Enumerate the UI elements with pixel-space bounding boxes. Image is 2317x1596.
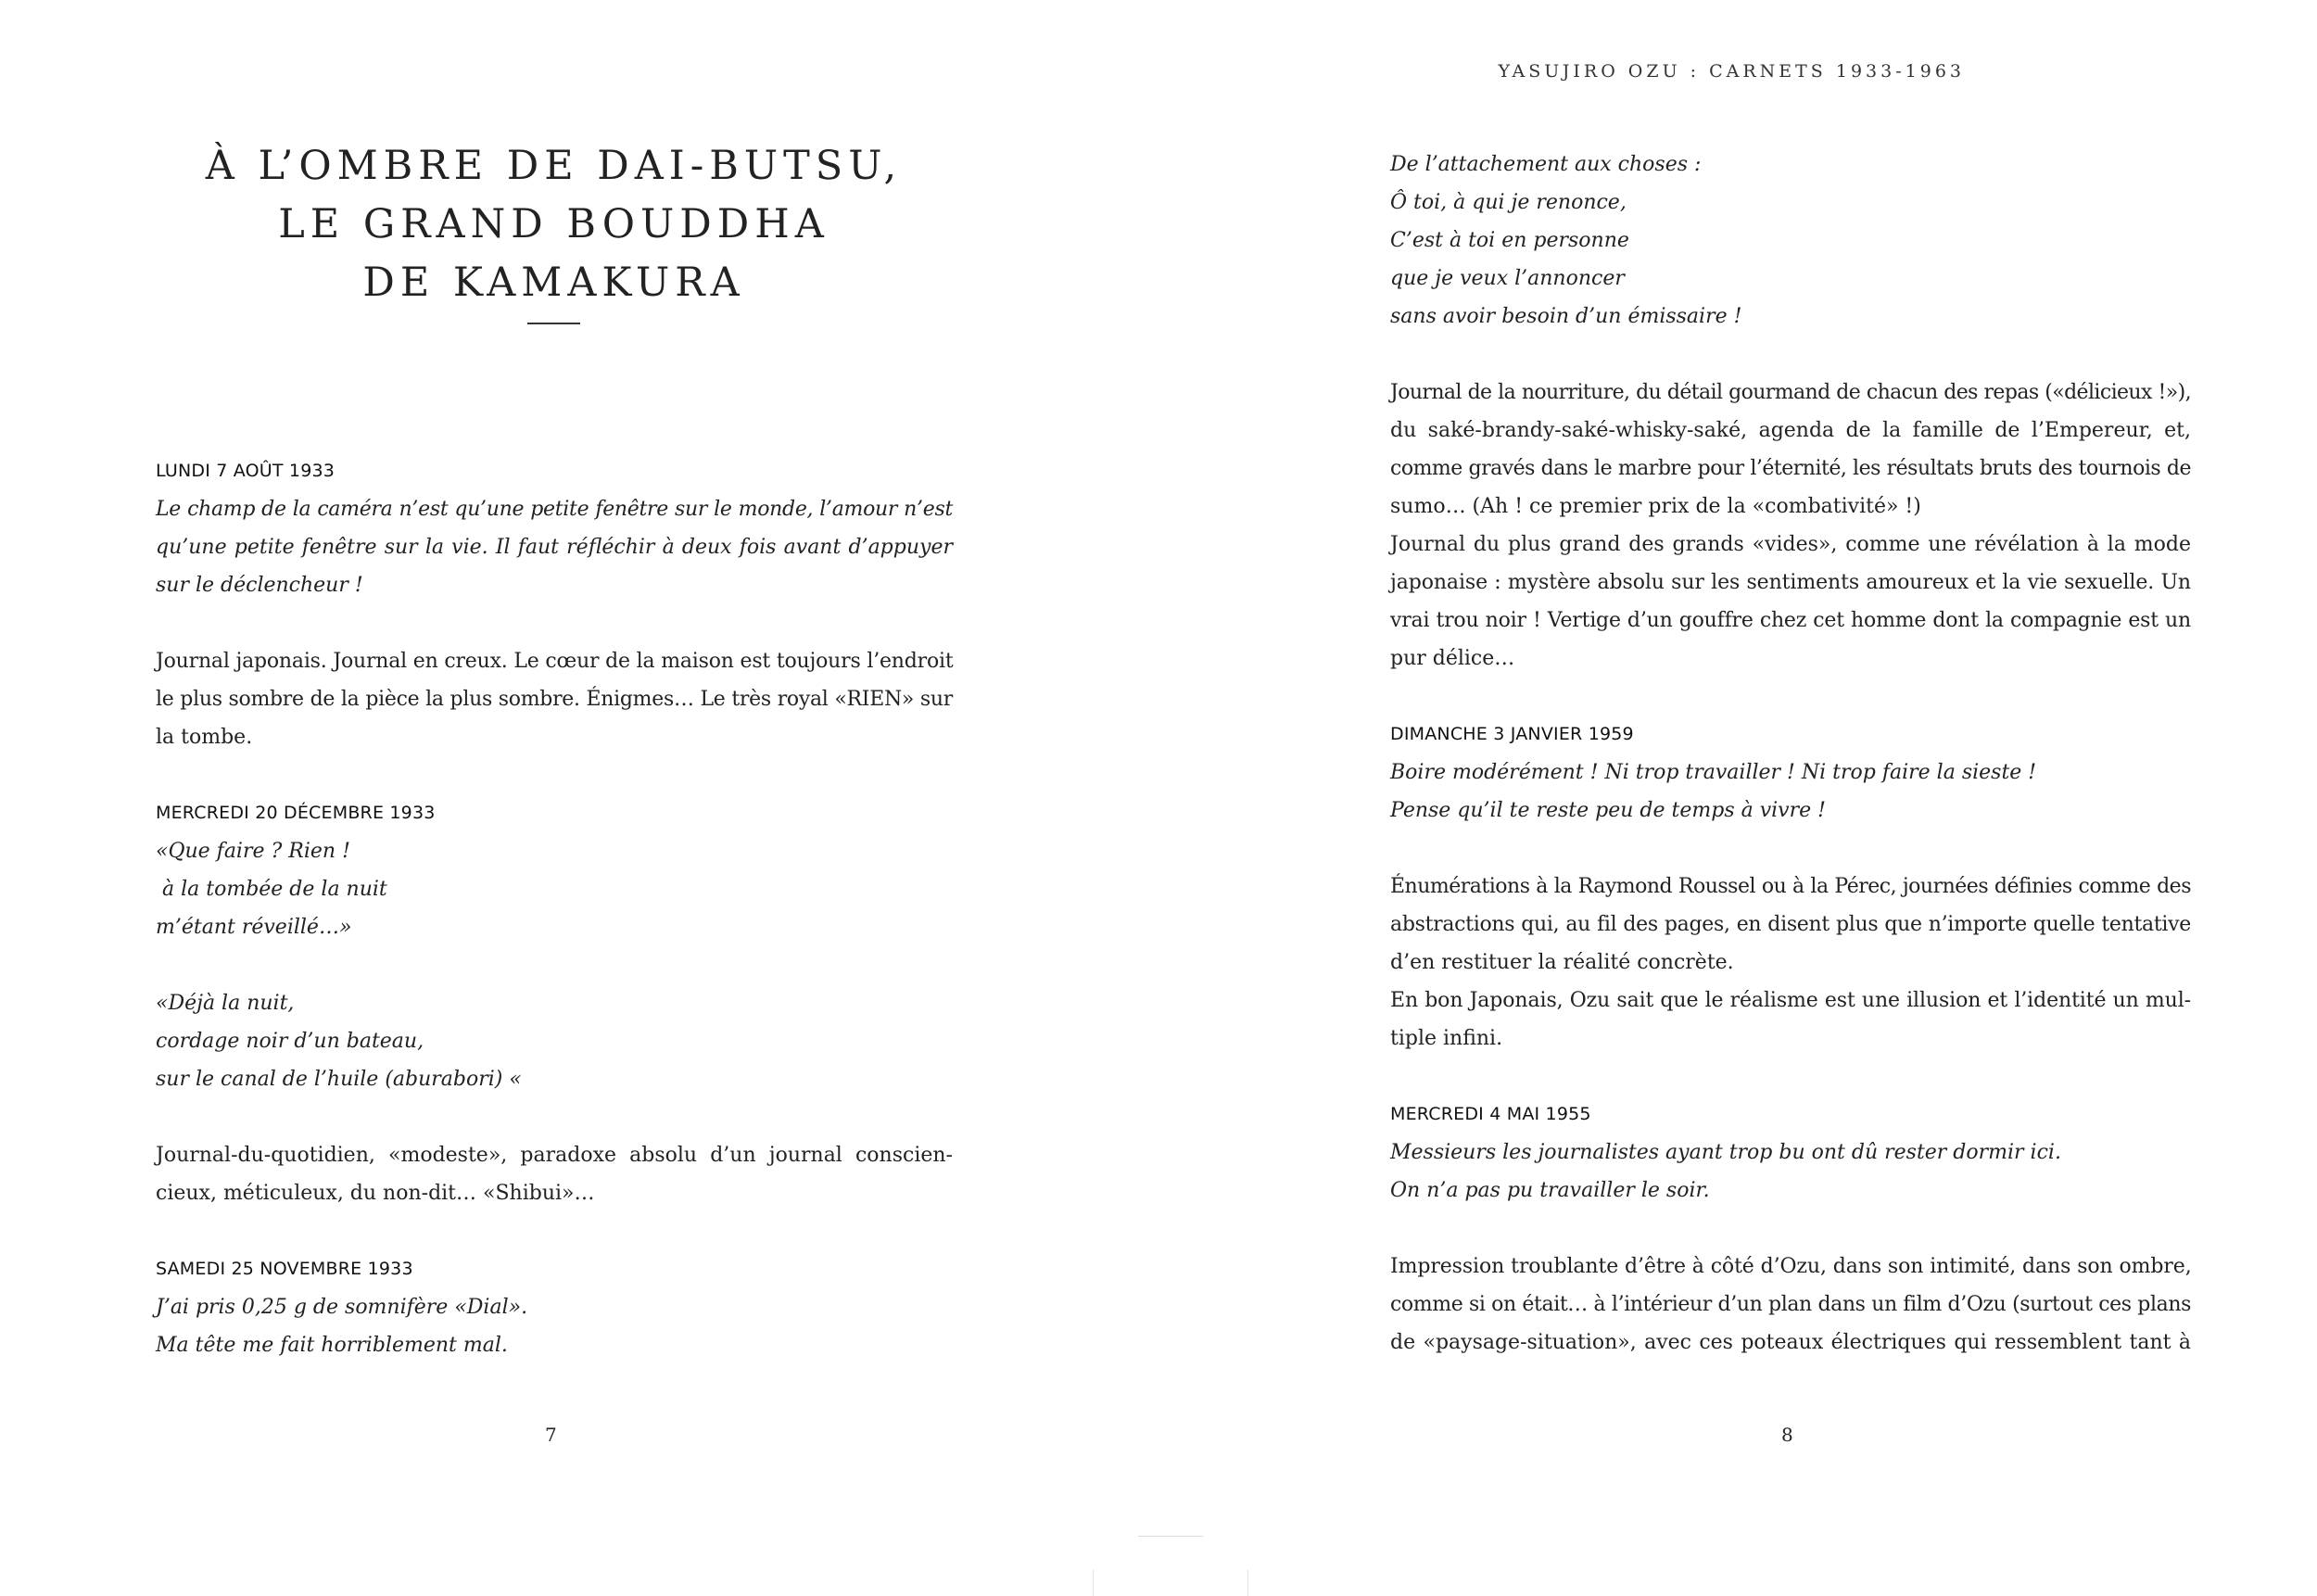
gutter-edge-tick <box>1093 1570 1094 1596</box>
diary-quote-line: qu’une petite fenêtre sur la vie. Il faut réfléchir à deux fois avant d’appuyer <box>156 536 953 559</box>
poem-line: De l’attachement aux choses : <box>1390 153 1702 176</box>
chapter-title-line: LE GRAND BOUDDHA <box>278 201 829 247</box>
diary-quote-line: Pense qu’il te reste peu de temps à vivre ! <box>1390 799 1826 822</box>
commentary-line: tiple infini. <box>1390 1027 1503 1050</box>
commentary-line: Journal japonais. Journal en creux. Le cœur de la maison est toujours l’endroit <box>156 650 954 673</box>
poem-line: sans avoir besoin d’un émissaire ! <box>1390 305 1742 328</box>
diary-quote-line: Ma tête me fait horriblement mal. <box>156 1334 508 1357</box>
entry-date: LUNDI 7 AOÛT 1933 <box>156 461 336 481</box>
commentary-line: Journal-du-quotidien, «modeste», paradoxe absolu d’un journal conscien- <box>156 1144 953 1167</box>
commentary-line: d’en restituer la réalité concrète. <box>1390 951 1734 974</box>
poem-line: que je veux l’annoncer <box>1390 267 1625 290</box>
diary-quote-line: J’ai pris 0,25 g de somnifère «Dial». <box>156 1296 528 1319</box>
commentary-line: abstractions qui, au fil des pages, en disent plus que n’importe quelle tentative <box>1390 913 2191 936</box>
commentary-line: comme gravés dans le marbre pour l’éternité, les résultats bruts des tournois de <box>1390 457 2191 480</box>
diary-quote-line: Boire modérément ! Ni trop travailler ! Ni trop faire la sieste ! <box>1390 761 2037 784</box>
chapter-title <box>158 137 950 312</box>
title-divider <box>527 323 580 324</box>
left-text-column <box>156 452 953 1364</box>
commentary-line: En bon Japonais, Ozu sait que le réalisme est une illusion et l’identité un mul- <box>1390 989 2191 1012</box>
page-number: 8 <box>1781 1424 1793 1446</box>
entry-date: DIMANCHE 3 JANVIER 1959 <box>1390 724 1634 744</box>
commentary-line: Journal du plus grand des grands «vides», comme une révélation à la mode <box>1390 533 2191 556</box>
poem-line: cordage noir d’un bateau, <box>156 1030 424 1053</box>
diary-quote-line: sur le déclencheur ! <box>156 574 363 597</box>
commentary-line: Énumérations à la Raymond Roussel ou à la Pérec, journées définies comme des <box>1390 875 2191 898</box>
commentary-line: sumo… (Ah ! ce premier prix de la «combativité» !) <box>1390 495 1921 518</box>
commentary-line: japonaise : mystère absolu sur les sentiments amoureux et la vie sexuelle. Un <box>1390 571 2191 594</box>
commentary-line: la tombe. <box>156 726 253 749</box>
entry-date: MERCREDI 4 MAI 1955 <box>1390 1104 1591 1124</box>
diary-quote-line: Le champ de la caméra n’est qu’une petite fenêtre sur le monde, l’amour n’est <box>156 498 953 521</box>
left-page <box>0 0 1158 1596</box>
poem-line: «Déjà la nuit, <box>156 992 295 1015</box>
chapter-title-line: DE KAMAKURA <box>362 260 745 306</box>
poem-line: «Que faire ? Rien ! <box>156 840 350 863</box>
page-number: 7 <box>545 1424 557 1446</box>
entry-date: MERCREDI 20 DÉCEMBRE 1933 <box>156 803 436 823</box>
commentary-line: le plus sombre de la pièce la plus sombre. Énigmes… Le très royal «RIEN» sur <box>156 688 953 711</box>
commentary-line: vrai trou noir ! Vertige d’un gouffre chez cet homme dont la compagnie est un <box>1390 609 2191 632</box>
chapter-title-line: À L’OMBRE DE DAI-BUTSU, <box>205 143 903 189</box>
running-head: YASUJIRO OZU : CARNETS 1933-1963 <box>1498 61 1965 82</box>
commentary-line: pur délice… <box>1390 647 1515 670</box>
poem-line: sur le canal de l’huile (aburabori) « <box>156 1068 522 1091</box>
poem-line: Ô toi, à qui je renonce, <box>1390 191 1627 214</box>
diary-quote-line: Messieurs les journalistes ayant trop bu ont dû rester dormir ici. <box>1390 1141 2061 1164</box>
gutter-mark <box>1138 1536 1203 1537</box>
right-page <box>1158 0 2317 1596</box>
commentary-line: cieux, méticuleux, du non-dit… «Shibui»… <box>156 1182 595 1205</box>
gutter-edge-tick <box>1247 1570 1248 1596</box>
entry-date: SAMEDI 25 NOVEMBRE 1933 <box>156 1259 413 1279</box>
poem-line: m’étant réveillé…» <box>156 916 352 939</box>
poem-line: à la tombée de la nuit <box>156 878 387 901</box>
commentary-line: du saké-brandy-saké-whisky-saké, agenda de la famille de l’Empereur, et, <box>1390 419 2191 442</box>
commentary-line: Journal de la nourriture, du détail gourmand de chacun des repas («délicieux !»), <box>1390 381 2191 404</box>
commentary-line: de «paysage-situation», avec ces poteaux électriques qui ressemblent tant à <box>1390 1331 2191 1354</box>
diary-quote-line: On n’a pas pu travailler le soir. <box>1390 1179 1710 1202</box>
right-text-column <box>1390 146 2191 1362</box>
commentary-line: comme si on était… à l’intérieur d’un plan dans un film d’Ozu (surtout ces plans <box>1390 1293 2191 1316</box>
commentary-line: Impression troublante d’être à côté d’Ozu, dans son intimité, dans son ombre, <box>1390 1255 2192 1278</box>
poem-line: C’est à toi en personne <box>1390 229 1629 252</box>
